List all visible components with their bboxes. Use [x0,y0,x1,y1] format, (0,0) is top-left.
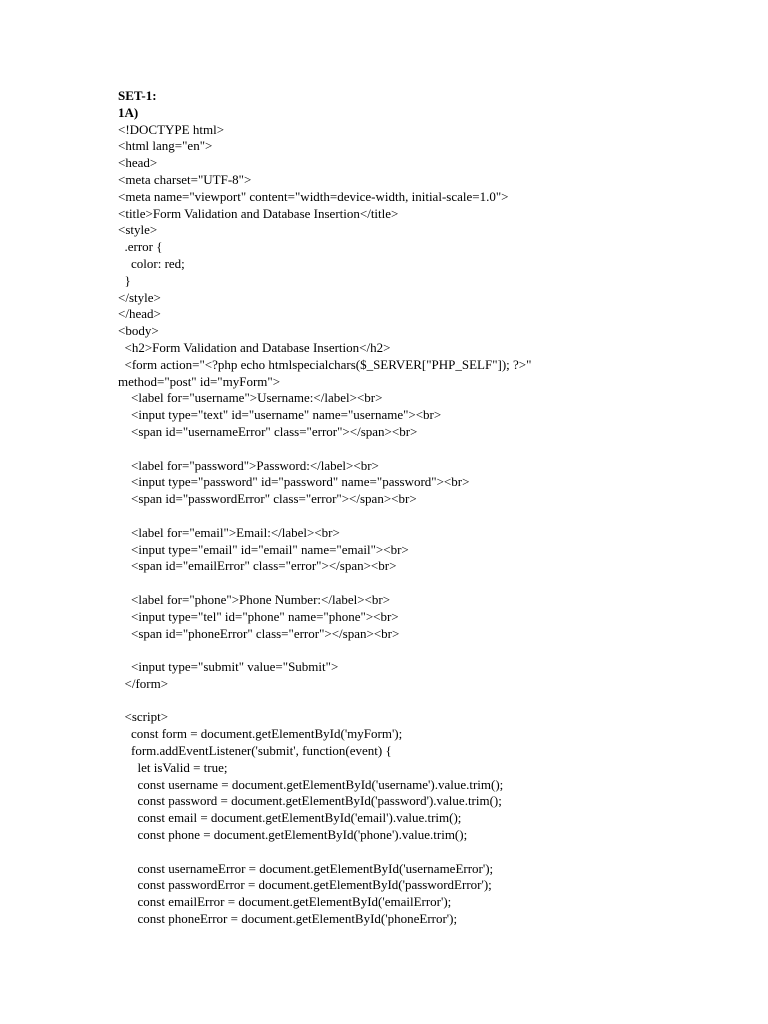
question-heading: 1A) [118,104,139,120]
code-line: const password = document.getElementById('password').value.trim(); [118,793,502,809]
code-line: const emailError = document.getElementById('emailError'); [118,894,452,910]
code-line: <span id="usernameError" class="error"></span><br> [118,423,418,439]
code-line: const passwordError = document.getElementById('passwordError'); [118,877,492,893]
code-line: <span id="emailError" class="error"></span><br> [118,558,397,574]
code-line: const username = document.getElementById('username').value.trim(); [118,776,504,792]
code-line: <form action="<?php echo htmlspecialchars($_SERVER["PHP_SELF"]); ?>" [118,356,532,372]
code-line: <input type="submit" value="Submit"> [118,659,339,675]
code-line: <meta charset="UTF-8"> [118,171,252,187]
code-line: const form = document.getElementById('myForm'); [118,726,403,742]
code-line: <input type="password" id="password" name="password"><br> [118,474,470,490]
code-line: <label for="username">Username:</label><br> [118,390,383,406]
code-line: </head> [118,306,161,322]
code-line: } [118,272,131,288]
code-line: <title>Form Validation and Database Insertion</title> [118,205,399,221]
code-line: color: red; [118,255,185,271]
code-line [118,693,718,710]
code-line: <style> [118,222,158,238]
code-line: <label for="phone">Phone Number:</label><br> [118,591,391,607]
code-line: <span id="passwordError" class="error"></span><br> [118,491,417,507]
code-line [118,441,718,458]
code-line: <html lang="en"> [118,138,213,154]
code-line: method="post" id="myForm"> [118,373,281,389]
set-heading: SET-1: [118,88,157,103]
code-line [118,642,718,659]
code-line: <input type="tel" id="phone" name="phone"><br> [118,608,399,624]
code-line: <label for="password">Password:</label><br> [118,457,379,473]
code-line: <head> [118,155,158,171]
code-line: <body> [118,323,159,339]
code-line: <h2>Form Validation and Database Insertion</h2> [118,339,391,355]
code-line: <script> [118,709,169,725]
code-line: form.addEventListener('submit', function(event) { [118,743,392,759]
code-line: <input type="email" id="email" name="email"><br> [118,541,409,557]
code-line: <input type="text" id="username" name="username"><br> [118,407,442,423]
code-line: .error { [118,239,163,255]
code-line: const phone = document.getElementById('phone').value.trim(); [118,827,468,843]
code-line [118,508,718,525]
code-listing [118,122,718,928]
code-line [118,844,718,861]
code-line: const email = document.getElementById('email').value.trim(); [118,810,462,826]
code-line: <label for="email">Email:</label><br> [118,524,340,540]
code-line: <!DOCTYPE html> [118,121,225,137]
document-page [118,88,718,928]
code-line: let isValid = true; [118,759,228,775]
code-line [118,575,718,592]
code-line: const phoneError = document.getElementById('phoneError'); [118,911,458,927]
code-line: <meta name="viewport" content="width=device-width, initial-scale=1.0"> [118,188,509,204]
code-line: </form> [118,675,169,691]
code-line: <span id="phoneError" class="error"></span><br> [118,625,400,641]
code-line: </style> [118,289,161,305]
code-line: const usernameError = document.getElementById('usernameError'); [118,860,494,876]
